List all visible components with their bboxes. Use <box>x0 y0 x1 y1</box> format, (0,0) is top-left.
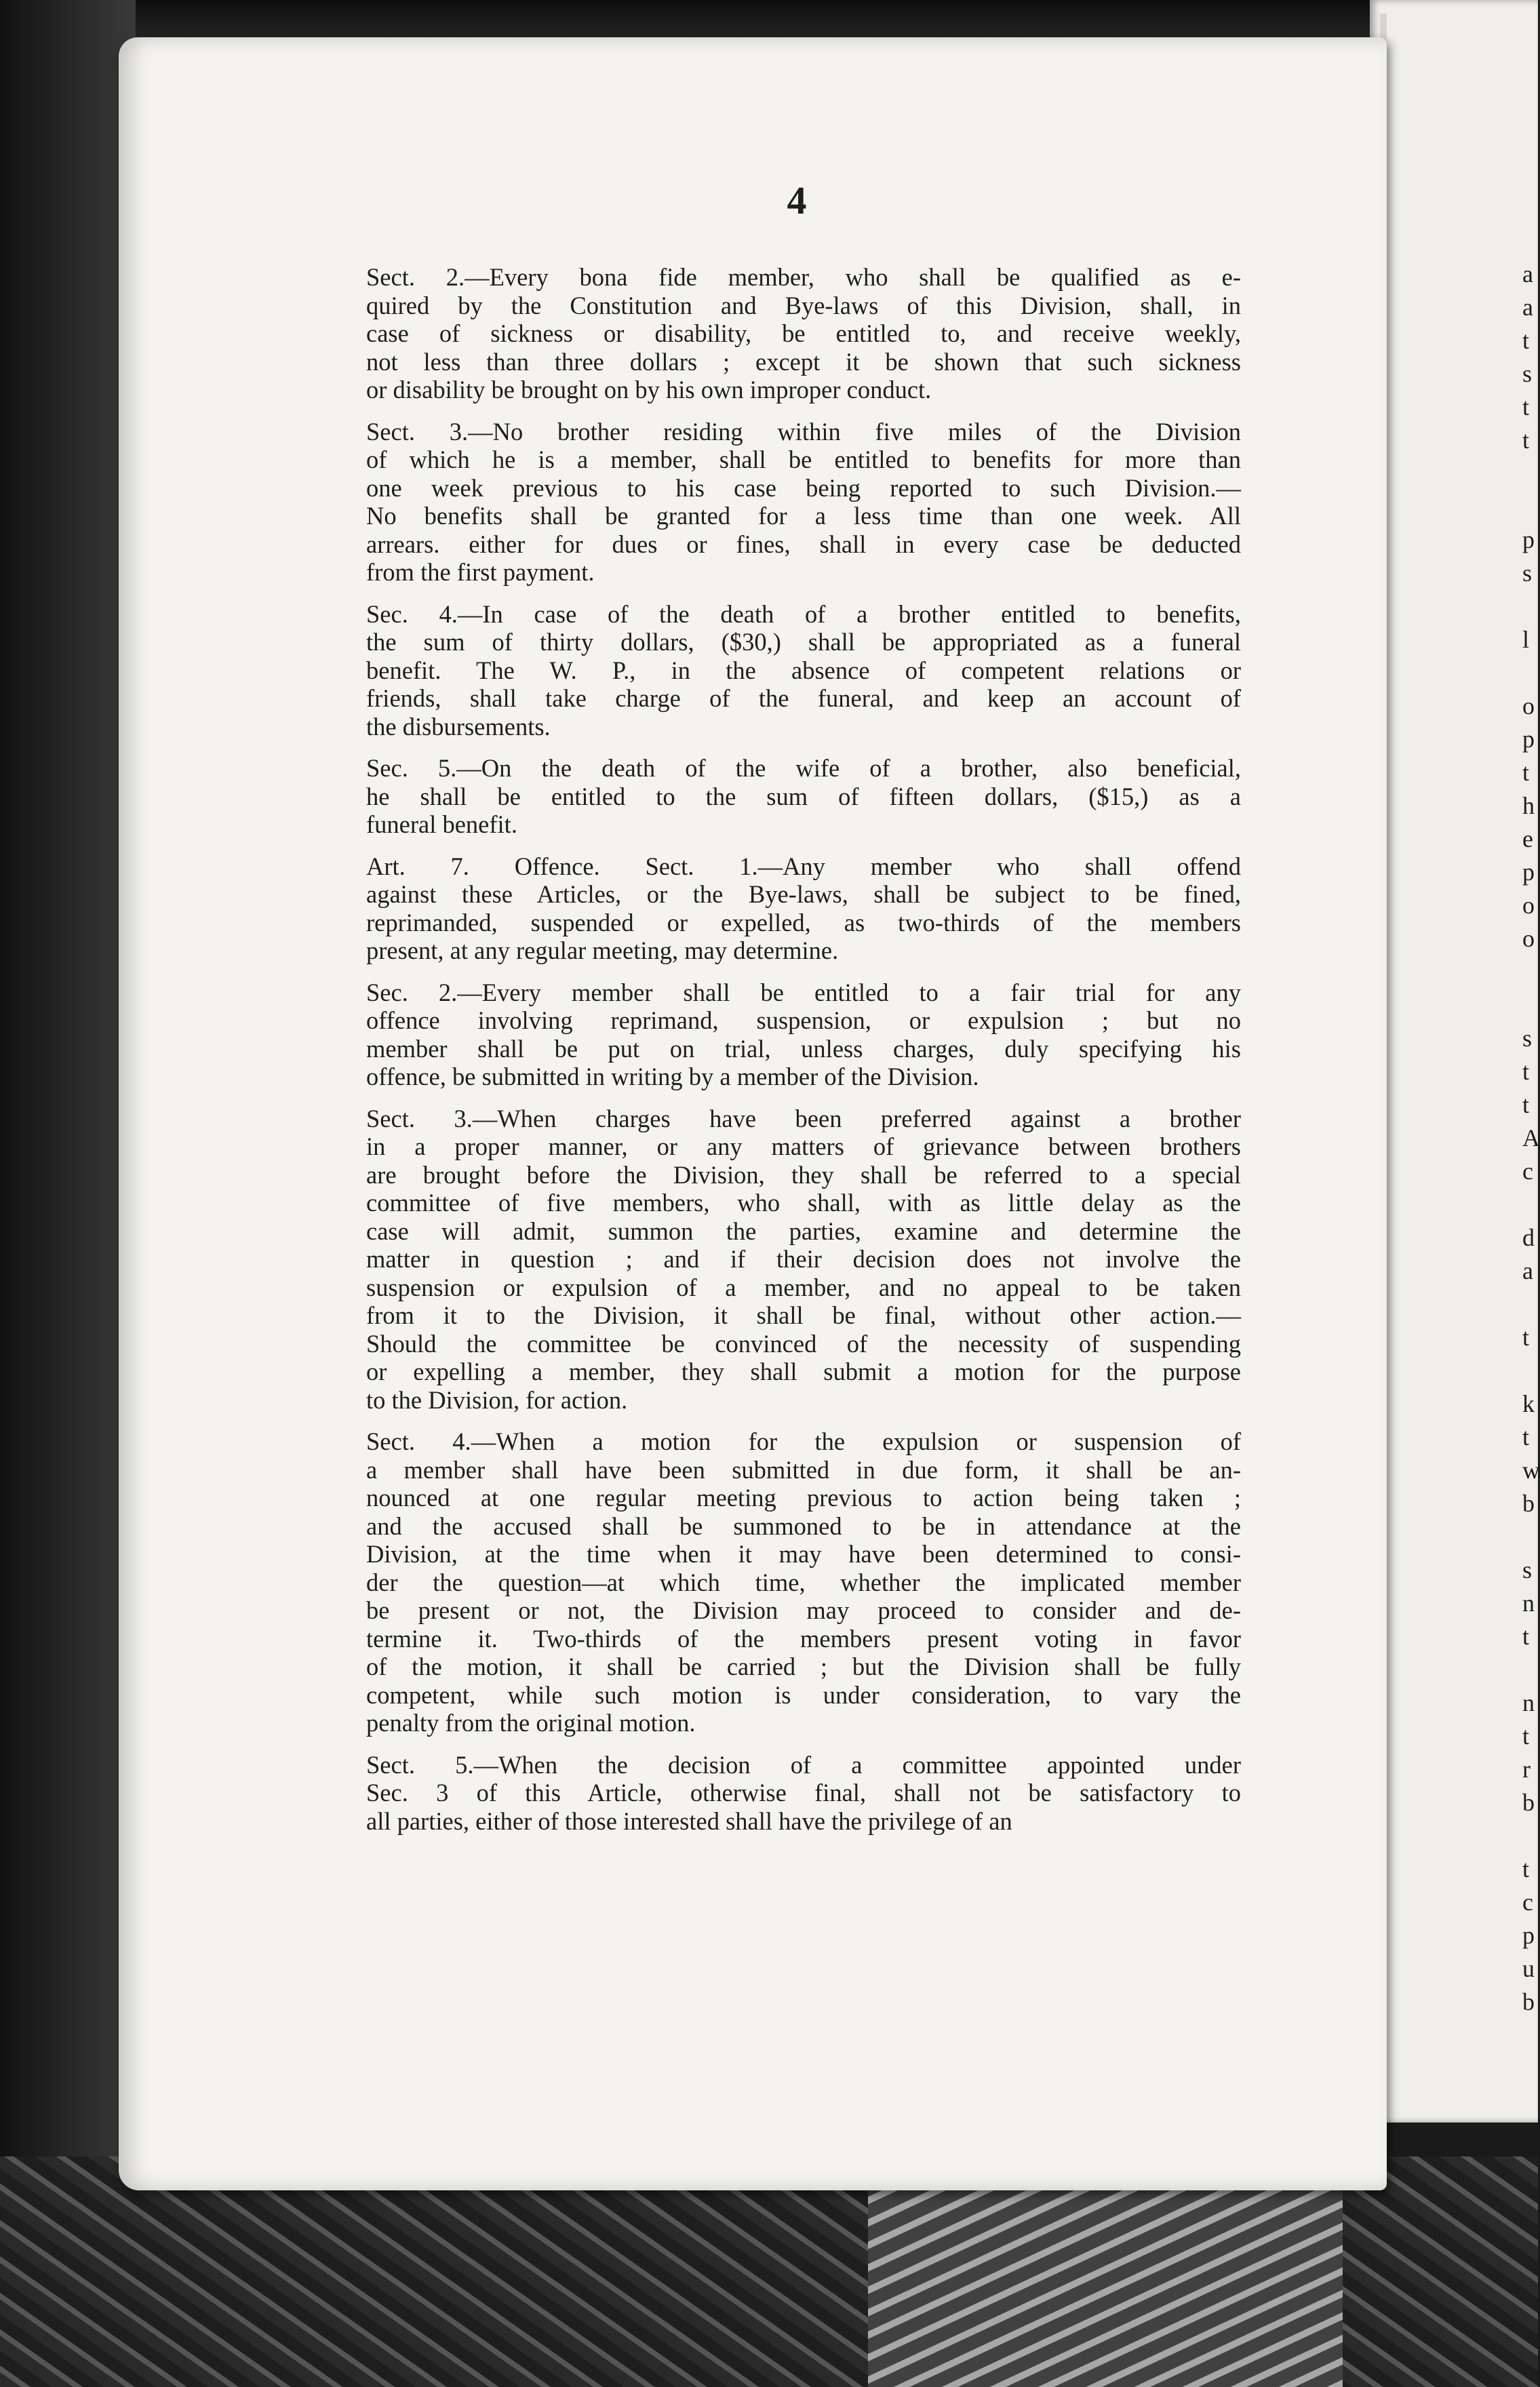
text-line: present, at any regular meeting, may determine. <box>366 936 839 964</box>
facing-page-letter: t <box>1522 1722 1530 1750</box>
text-line: or disability be brought on by his own improper conduct. <box>366 376 932 403</box>
facing-page-letter: p <box>1522 1922 1535 1949</box>
facing-page-letter: a <box>1522 1257 1533 1284</box>
text-line: offence involving reprimand, suspension, or expulsion ; but no <box>366 1006 1241 1034</box>
facing-page-letter <box>1522 1520 1538 1554</box>
text-line: of the motion, it shall be carried ; but the Division shall be fully <box>366 1653 1241 1680</box>
text-line: committee of five members, who shall, with as little delay as the <box>366 1189 1241 1217</box>
facing-page-letter: b <box>1522 1988 1535 2015</box>
facing-page-letter: p <box>1522 859 1535 886</box>
facing-page-letter: t <box>1522 393 1530 420</box>
text-line: Sect. 3.—No brother residing within five miles of the Division <box>366 417 1241 446</box>
facing-page-letter: c <box>1522 1889 1533 1916</box>
text-line: Sec. 2.—Every member shall be entitled to a fair trial for any <box>366 978 1241 1006</box>
paragraph <box>366 852 1241 965</box>
text-line: against these Articles, or the Bye-laws, shall be subject to be fined, <box>366 880 1241 908</box>
facing-page-letter: t <box>1522 1091 1530 1118</box>
facing-page-letter: b <box>1522 1490 1535 1517</box>
facing-page-letter <box>1522 1288 1538 1321</box>
text-line: not less than three dollars ; except it be shown that such sickness <box>366 347 1241 376</box>
facing-page-letter: r <box>1522 1756 1531 1783</box>
text-line: to the Division, for action. <box>366 1385 628 1414</box>
paragraph <box>366 418 1241 587</box>
text-line: all parties, either of those interested shall have the privilege of an <box>366 1807 1012 1835</box>
facing-page-letter <box>1522 989 1538 1022</box>
facing-page-letter: o <box>1522 892 1535 919</box>
paragraph <box>366 979 1241 1091</box>
text-line: member shall be put on trial, unless charges, duly specifying his <box>366 1034 1241 1063</box>
paragraph <box>366 600 1241 741</box>
facing-page-letter <box>1522 490 1538 524</box>
facing-page-letter: b <box>1522 1789 1535 1816</box>
facing-page-letter <box>1522 656 1538 690</box>
text-line: penalty from the original motion. <box>366 1709 696 1737</box>
facing-page-letter: w <box>1522 1457 1540 1484</box>
facing-page-letter <box>1522 1653 1538 1686</box>
text-line: matter in question ; and if their decision does not involve the <box>366 1245 1241 1273</box>
facing-page-letter: p <box>1522 526 1535 553</box>
text-line: a member shall have been submitted in due form, it shall be an- <box>366 1455 1241 1484</box>
text-line: from it to the Division, it shall be final, without other action.— <box>366 1301 1241 1329</box>
text-line: Sect. 3.—When charges have been preferred against a brother <box>366 1104 1241 1132</box>
facing-page <box>1370 0 1538 2123</box>
facing-page-letter: t <box>1522 427 1530 454</box>
facing-page-letter <box>1522 457 1538 490</box>
text-line: offence, be submitted in writing by a member of the Division. <box>366 1063 979 1090</box>
facing-page-letter <box>1522 1819 1538 1853</box>
text-line: Sect. 2.—Every bona fide member, who shall be qualified as e- <box>366 263 1241 291</box>
facing-page-letter <box>1522 1188 1538 1221</box>
text-line: Sec. 4.—In case of the death of a brother entitled to benefits, <box>366 599 1241 628</box>
facing-page-letter: n <box>1522 1689 1535 1716</box>
facing-page-letter: h <box>1522 792 1535 819</box>
facing-page-letter: o <box>1522 925 1535 952</box>
facing-page-letter <box>1522 590 1538 623</box>
body-text <box>366 263 1241 1849</box>
facing-page-letter: p <box>1522 726 1535 753</box>
facing-page-letter: s <box>1522 1025 1533 1052</box>
facing-page-letter: t <box>1522 1423 1530 1451</box>
facing-page-letter: u <box>1522 1955 1535 1982</box>
facing-page-letter: c <box>1522 1158 1533 1185</box>
text-line: termine it. Two-thirds of the members present voting in favor <box>366 1624 1241 1653</box>
paragraph <box>366 1427 1241 1737</box>
text-line: case of sickness or disability, be entitled to, and receive weekly, <box>366 319 1241 347</box>
text-line: the disbursements. <box>366 712 551 741</box>
facing-page-letter: t <box>1522 759 1530 786</box>
facing-page-letter: d <box>1522 1224 1535 1251</box>
text-line: Should the committee be convinced of the necessity of suspending <box>366 1329 1241 1358</box>
facing-page-letter: k <box>1522 1390 1535 1417</box>
text-line: in a proper manner, or any matters of grievance between brothers <box>366 1132 1241 1160</box>
facing-page-letter: t <box>1522 1855 1530 1882</box>
facing-page-letter: A <box>1522 1124 1540 1151</box>
text-line: arrears. either for dues or fines, shall in every case be deducted <box>366 530 1241 558</box>
paragraph <box>366 263 1241 404</box>
text-line: or expelling a member, they shall submit a motion for the purpose <box>366 1358 1241 1385</box>
text-line: case will admit, summon the parties, examine and determine the <box>366 1217 1241 1245</box>
text-line: quired by the Constitution and Bye-laws of this Division, shall, in <box>366 291 1241 319</box>
text-line: Sect. 4.—When a motion for the expulsion or suspension of <box>366 1427 1241 1455</box>
facing-page-letter: e <box>1522 825 1533 852</box>
facing-page-letter: t <box>1522 1058 1530 1085</box>
paragraph <box>366 754 1241 839</box>
text-line: of which he is a member, shall be entitled to benefits for more than <box>366 446 1241 473</box>
facing-page-letter: s <box>1522 360 1533 387</box>
facing-page-letter <box>1522 1354 1538 1387</box>
text-line: the sum of thirty dollars, ($30,) shall be appropriated as a funeral <box>366 628 1241 656</box>
text-line: No benefits shall be granted for a less time than one week. All <box>366 502 1241 530</box>
text-line: Sec. 5.—On the death of the wife of a brother, also beneficial, <box>366 754 1241 782</box>
text-line: and the accused shall be summoned to be in attendance at the <box>366 1512 1241 1540</box>
text-line: Division, at the time when it may have been determined to consi- <box>366 1540 1241 1568</box>
text-line: he shall be entitled to the sum of fifteen dollars, ($15,) as a <box>366 782 1241 810</box>
fabric-texture <box>868 2190 1343 2387</box>
facing-page-letter: l <box>1522 626 1530 653</box>
text-line: are brought before the Division, they shall be referred to a special <box>366 1160 1241 1189</box>
text-line: Sect. 5.—When the decision of a committee appointed under <box>366 1750 1241 1779</box>
facing-page-text <box>1522 258 1538 2019</box>
facing-page-letter: a <box>1522 294 1533 321</box>
facing-page-letter: t <box>1522 1623 1530 1650</box>
text-line: reprimanded, suspended or expelled, as two-thirds of the members <box>366 908 1241 936</box>
text-line: be present or not, the Division may proceed to consider and de- <box>366 1596 1241 1624</box>
facing-page-letter: a <box>1522 260 1533 288</box>
facing-page-letter: o <box>1522 692 1535 719</box>
text-line: nounced at one regular meeting previous to action being taken ; <box>366 1484 1241 1512</box>
text-line: Art. 7. Offence. Sect. 1.—Any member who shall offend <box>366 852 1241 880</box>
text-line: suspension or expulsion of a member, and no appeal to be taken <box>366 1273 1241 1301</box>
text-line: funeral benefit. <box>366 810 517 838</box>
text-line: der the question—at which time, whether the implicated member <box>366 1568 1241 1596</box>
text-line: Sec. 3 of this Article, otherwise final, shall not be satisfactory to <box>366 1779 1241 1807</box>
text-line: friends, shall take charge of the funeral, and keep an account of <box>366 684 1241 712</box>
text-line: one week previous to his case being reported to such Division.— <box>366 473 1241 502</box>
page-number: 4 <box>787 178 807 222</box>
paragraph <box>366 1751 1241 1836</box>
paragraph <box>366 1105 1241 1415</box>
facing-page-letter: s <box>1522 1556 1533 1583</box>
facing-page-letter: s <box>1522 559 1533 587</box>
facing-page-letter <box>1522 955 1538 989</box>
facing-page-letter: n <box>1522 1590 1535 1617</box>
facing-page-letter: t <box>1522 327 1530 354</box>
facing-page-letter: t <box>1522 1324 1530 1351</box>
text-line: competent, while such motion is under consideration, to vary the <box>366 1680 1241 1709</box>
scan-background-left <box>0 0 136 2387</box>
text-line: benefit. The W. P., in the absence of competent relations or <box>366 656 1241 684</box>
text-line: from the first payment. <box>366 558 595 586</box>
